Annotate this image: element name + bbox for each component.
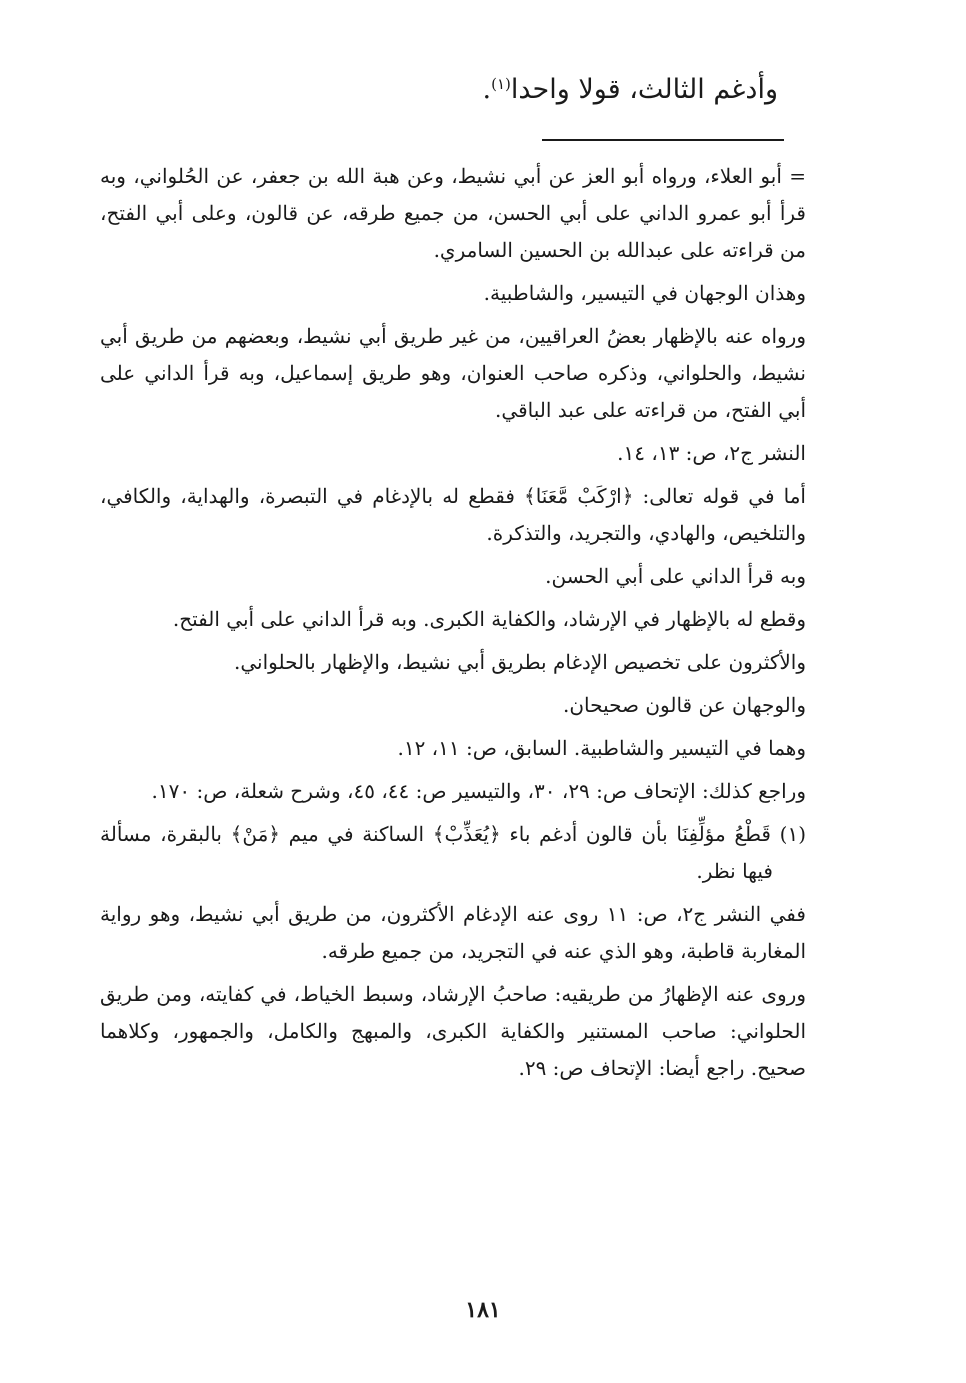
main-text-end: . bbox=[482, 74, 492, 105]
footnote-paragraph: ورواه عنه بالإظهار بعضُ العراقيين، من غير طريق أبي نشيط، وبعضهم من طريق أبي نشيط، والحلواني، وذكره صاحب العنوان، وهو طريق إسماعيل، وبه قرأ الداني على أبي الفتح، من قراءته على عبد الباقي. bbox=[100, 324, 806, 422]
footnote-paragraph: ففي النشر ج٢، ص: ١١ روى عنه الإدغام الأكثرون، من طريق أبي نشيط، وهو رواية المغاربة قاطبة، وهو الذي عنه في التجريد، من جميع طرقه. bbox=[100, 902, 806, 963]
footnote-paragraph: وقطع له بالإظهار في الإرشاد، والكفاية الكبرى. وبه قرأ الداني على أبي الفتح. bbox=[172, 607, 806, 631]
footnote-reference[interactable]: (١) bbox=[491, 75, 511, 93]
footnote-paragraph: وهذان الوجهان في التيسير، والشاطبية. bbox=[483, 281, 806, 305]
footnote-paragraph: والوجهان عن قالون صحيحان. bbox=[563, 693, 806, 717]
footnote-paragraph: وهما في التيسير والشاطبية. السابق، ص: ١١، ١٢. bbox=[397, 736, 806, 760]
footnote-paragraph: والأكثرون على تخصيص الإدغام بطريق أبي نشيط، والإظهار بالحلواني. bbox=[233, 650, 806, 674]
footnote-paragraph: وروى عنه الإظهارُ من طريقيه: صاحبُ الإرشاد، وسبط الخياط، في كفايته، ومن طريق الحلواني: صاحب المستنير والكفاية الكبرى، والمبهج والكامل، والجمهور، وكلاهما صحيح. راجع أيضا: الإتحاف ص: ٢٩. bbox=[100, 982, 806, 1080]
main-text: وأدغم الثالث، قولا واحدا bbox=[510, 74, 778, 105]
main-text-line bbox=[78, 70, 778, 110]
footnote-separator bbox=[542, 139, 784, 141]
footnote-paragraph: وراجع كذلك: الإتحاف ص: ٢٩، ٣٠، والتيسير ص: ٤٤، ٤٥، وشرح شعلة، ص: ١٧٠. bbox=[151, 779, 806, 803]
footnote-paragraph: وبه قرأ الداني على أبي الحسن. bbox=[545, 564, 806, 588]
footnote-1-paragraph: (١) قَطْعُ مؤلِّفِنَا بأن قالون أدغم باء ﴿يُعَذِّبْ﴾ الساكنة في ميم ﴿مَنْ﴾ بالبقرة، مسألة فيها نظر. bbox=[100, 822, 806, 883]
footnotes-block bbox=[100, 158, 806, 1093]
page-number: ١٨١ bbox=[465, 1297, 501, 1323]
footnote-paragraph-continuation: = أبو العلاء، ورواه أبو العز عن أبي نشيط، وعن هبة الله بن جعفر، عن الحُلواني، وبه قرأ أبو عمرو الداني على أبي الحسن، من جميع طرقه، عن قالون، وعلى أبي الفتح، من قراءته على عبدالله بن الحسين السامري. bbox=[100, 164, 806, 262]
footnote-paragraph: النشر ج٢، ص: ١٣، ١٤. bbox=[617, 441, 806, 465]
footnote-paragraph: أما في قوله تعالى: ﴿ارْكَبْ مَّعَنَا﴾ فقطع له بالإدغام في التبصرة، والهداية، والكافي، والتلخيص، والهادي، والتجريد، والتذكرة. bbox=[100, 484, 806, 545]
